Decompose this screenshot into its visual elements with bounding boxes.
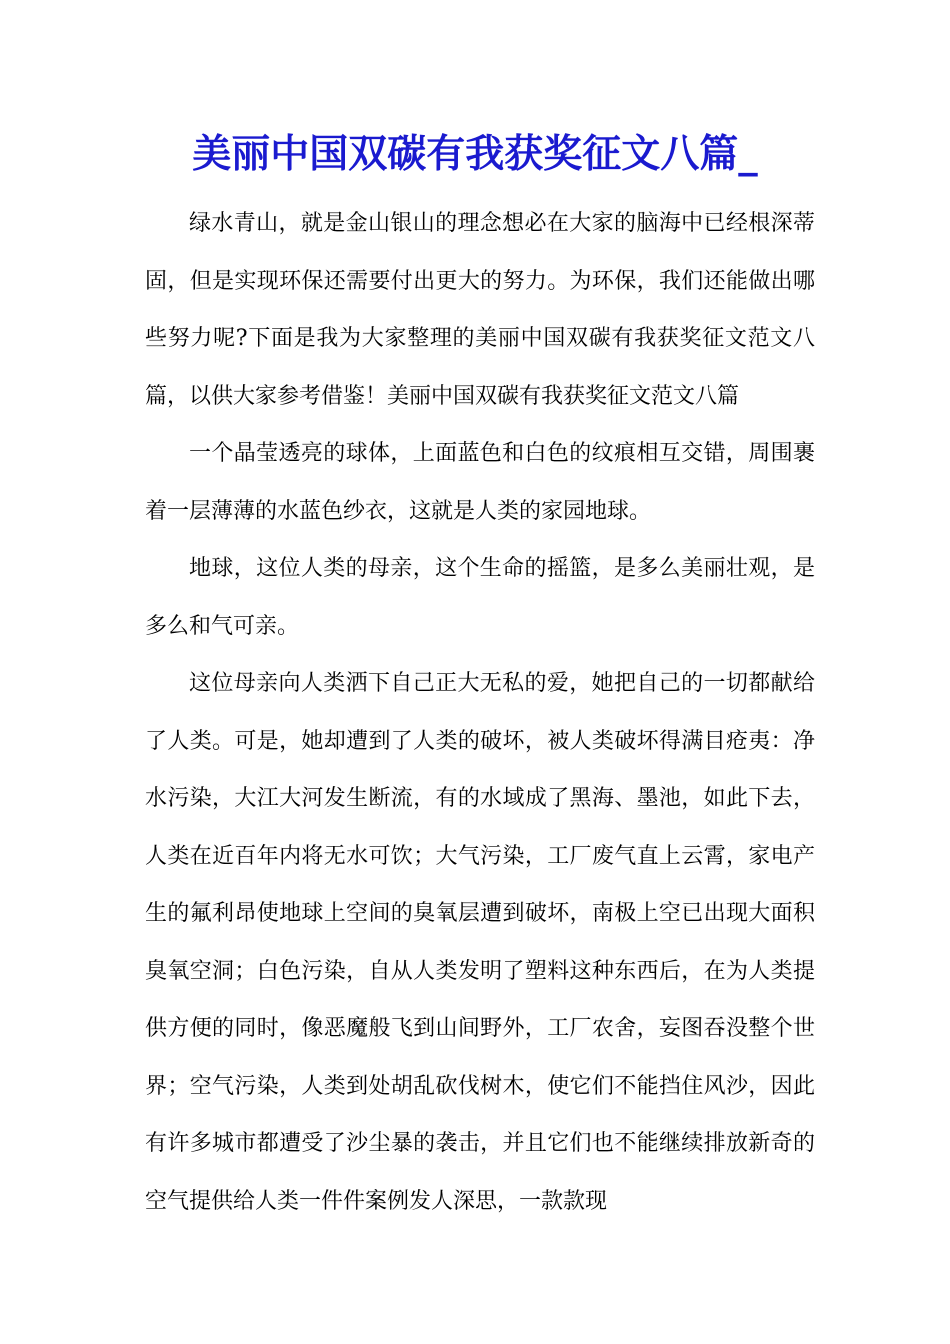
document-title: 美丽中国双碳有我获奖征文八篇_ (192, 131, 758, 177)
paragraph-mother: 地球，这位人类的母亲，这个生命的摇篮，是多么美丽壮观，是多么和气可亲。 (145, 556, 815, 639)
paragraph-pollution: 这位母亲向人类洒下自己正大无私的爱，她把自己的一切都献给了人类。可是，她却遭到了人类的破坏，被人类破坏得满目疮夷：净水污染，大江大河发生断流，有的水域成了黑海、墨池，如此下去，人类在近百年内将无水可饮；大气污染，工厂废气直上云霄，家电产生的氟利昂使地球上空间的臭氧层遭到破坏，南极上空已出现大面积臭氧空洞；白色污染，自从人类发明了塑料这种东西后，在为人类提供方便的同时，像恶魔般飞到山间野外，工厂农舍，妄图吞没整个世界；空气污染，人类到处胡乱砍伐树木，使它们不能挡住风沙，因此有许多城市都遭受了沙尘暴的袭击，并且它们也不能继续排放新奇的空气提供给人类一件件案例发人深思，一款款现 (145, 671, 815, 1214)
paragraph-earth: 一个晶莹透亮的球体，上面蓝色和白色的纹痕相互交错，周围裹着一层薄薄的水蓝色纱衣，这就是人类的家园地球。 (145, 441, 815, 524)
document-body (145, 195, 815, 1230)
paragraph-intro: 绿水青山，就是金山银山的理念想必在大家的脑海中已经根深蒂固，但是实现环保还需要付出更大的努力。为环保，我们还能做出哪些努力呢?下面是我为大家整理的美丽中国双碳有我获奖征文范文八篇，以供大家参考借鉴！美丽中国双碳有我获奖征文范文八篇 (145, 211, 815, 409)
